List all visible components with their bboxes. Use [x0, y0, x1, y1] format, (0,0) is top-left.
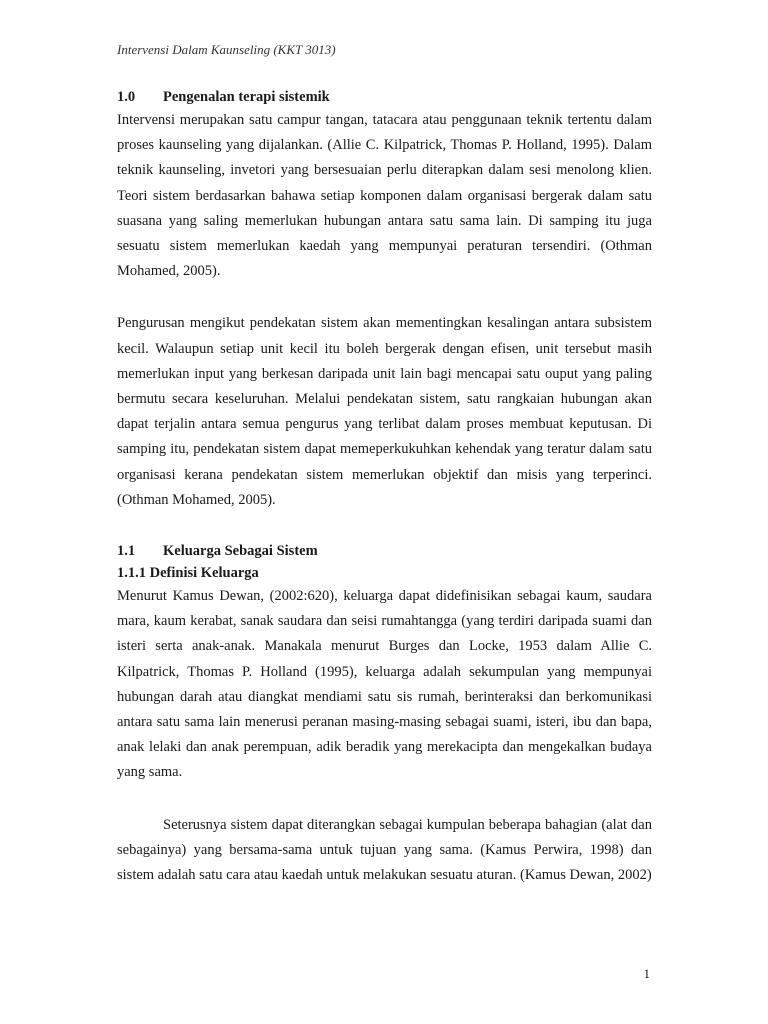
paragraph-pengurusan: Pengurusan mengikut pendekatan sistem akan mementingkan kesalingan antara subsistem kecil. Walaupun setiap unit kecil itu boleh bergerak dengan efisen, unit tersebut masih memerlukan input yang berkesan daripada unit lain bagi mencapai satu ouput yang paling bermutu secara keseluruhan. Melalui pendekatan sistem, satu rangkaian hubungan akan dapat terjalin antara semua pengurus yang terlibat dalam proses membuat keputusan. Di samping itu, pendekatan sistem dapat memeperkukuhkan kehendak yang teratur dalam satu organisasi kerana pendekatan sistem memerlukan objektif dan misis yang terperinci. (Othman Mohamed, 2005). [117, 315, 652, 508]
document-body [117, 86, 652, 888]
section-heading-1-1 [117, 540, 652, 562]
section-heading-1-0 [117, 86, 652, 108]
paragraph-sistem: Seterusnya sistem dapat diterangkan sebagai kumpulan beberapa bahagian (alat dan sebagainya) yang bersama-sama untuk tujuan yang sama. (Kamus Perwira, 1998) dan sistem adalah satu cara atau kaedah untuk melakukan sesuatu aturan. (Kamus Dewan, 2002) [117, 816, 652, 884]
section-title: Keluarga Sebagai Sistem [163, 543, 318, 560]
page-number: 1 [643, 966, 650, 981]
section-number: 1.1 [117, 543, 136, 560]
paragraph-definisi-keluarga: Menurut Kamus Dewan, (2002:620), keluarga dapat didefinisikan sebagai kaum, saudara mara, kaum kerabat, sanak saudara dan seisi rumahtangga (yang terdiri daripada suami dan isteri serta anak-anak. Manakala menurut Burges dan Locke, 1953 dalam Allie C. Kilpatrick, Thomas P. Holland (1995), keluarga adalah sekumpulan yang mempunyai hubungan darah atau diangkat mendiami satu sis rumah, berinteraksi dan berkomunikasi antara satu sama lain menerusi peranan masing-masing sebagai suami, isteri, ibu dan bapa, anak lelaki dan anak perempuan, adik beradik yang merekacipta dan mengekalkan budaya yang sama. [117, 588, 652, 781]
section-number: 1.0 [117, 89, 136, 105]
paragraph-intervensi: Intervensi merupakan satu campur tangan, tatacara atau penggunaan teknik tertentu dalam proses kaunseling yang dijalankan. (Allie C. Kilpatrick, Thomas P. Holland, 1995). Dalam teknik kaunseling, invetori yang bersesuaian perlu diterapkan dalam sesi menolong klien. Teori sistem berdasarkan bahawa setiap komponen dalam organisasi bergerak dalam satu suasana yang saling memerlukan hubungan antara satu sama lain. Di samping itu juga sesuatu sistem memerlukan kaedah yang mempunyai peraturan tersendiri. (Othman Mohamed, 2005). [117, 112, 652, 280]
section-title: Pengenalan terapi sistemik [163, 89, 330, 105]
subsection-heading-1-1-1: 1.1.1 Definisi Keluarga [117, 565, 259, 582]
running-header: Intervensi Dalam Kaunseling (KKT 3013) [117, 42, 336, 57]
